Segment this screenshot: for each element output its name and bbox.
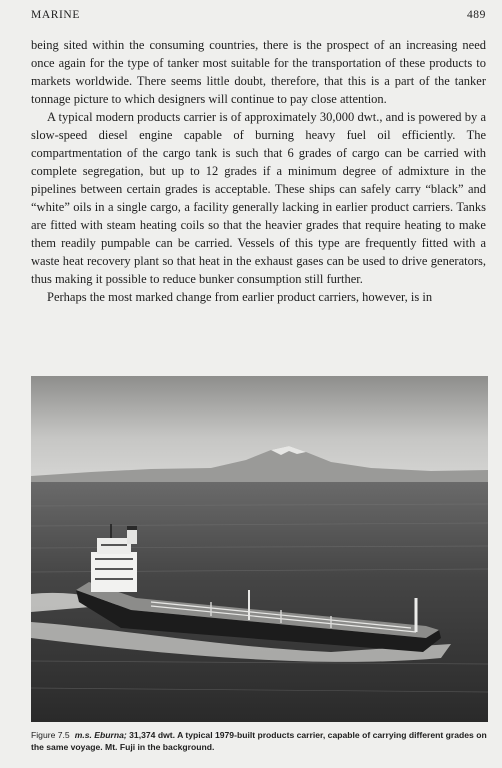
tanker-photo-illustration: [31, 376, 488, 722]
running-head: [31, 9, 486, 21]
paragraph: being sited within the consuming countries, there is the prospect of an increasing need once again for the type of tanker most suitable for the transportation of these products to markets worldwide. There seems little doubt, therefore, that this is a part of the tanker tonnage picture to which designers will continue to pay close attention.: [31, 38, 486, 106]
figure-caption: [31, 729, 491, 753]
paragraph: Perhaps the most marked change from earlier product carriers, however, is in: [47, 290, 433, 304]
body-text: [31, 36, 486, 306]
page-number: 489: [466, 9, 486, 21]
ship-name: m.s. Eburna;: [74, 730, 127, 740]
paragraph: A typical modern products carrier is of approximately 30,000 dwt., and is powered by a slow-speed diesel engine capable of burning heavy fuel oil efficiently. The compartmentation of the cargo tank is such that 6 grades of cargo can be carried with complete segregation, but up to 12 grades if a minimum degree of admixture in the pipelines between certain grades is acceptable. These ships can safely carry “black” and “white” oils in a single cargo, a facility generally lacking in earlier product carriers. Tanks are fitted with steam heating coils so that the heavier grades that require heating to make them readily pumpable can be carried. Vessels of this type are frequently fitted with a waste heat recovery plant so that heat in the exhaust gases can be used to drive generators, thus making it possible to reduce bunker consumption still further.: [31, 110, 486, 286]
figure-number: Figure 7.5: [31, 730, 70, 740]
caption-text: 31,374 dwt. A typical 1979-built products carrier, capable of carrying different grades on the same voyage. Mt. Fuji in the background.: [31, 730, 487, 752]
section-title: MARINE: [31, 9, 80, 21]
tanker-photo: [31, 376, 488, 722]
